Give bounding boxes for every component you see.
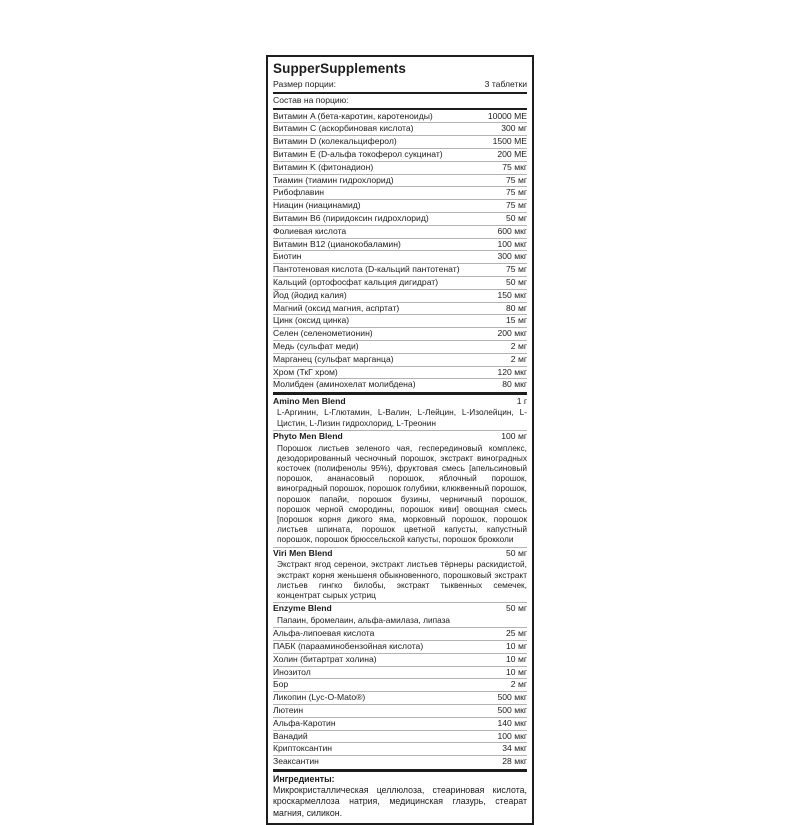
nutrient-amount: 10 мг bbox=[506, 666, 527, 677]
nutrient-amount: 300 мкг bbox=[497, 251, 527, 262]
nutrient-name: Витамин D (колекальциферол) bbox=[273, 136, 397, 147]
blend-amount: 50 мг bbox=[506, 603, 527, 614]
blend-description: Папаин, бромелаин, альфа-амилаза, липаза bbox=[277, 615, 451, 626]
nutrient-name: Инозитол bbox=[273, 666, 311, 677]
nutrient-name: Молибден (аминохелат молибдена) bbox=[273, 379, 416, 390]
nutrient-name: Криптоксантин bbox=[273, 743, 333, 754]
nutrient-name: ПАБК (парааминобензойная кислота) bbox=[273, 641, 424, 652]
nutrient-name: Холин (битартрат холина) bbox=[273, 653, 377, 664]
nutrient-row bbox=[273, 276, 527, 289]
nutrient-row bbox=[273, 366, 527, 379]
nutrient-amount: 2 мг bbox=[510, 679, 527, 690]
nutrient-row bbox=[273, 327, 527, 340]
blend-header-row bbox=[273, 603, 527, 615]
nutrient-name: Ниацин (ниацинамид) bbox=[273, 200, 361, 211]
blend-name: Phyto Men Blend bbox=[273, 430, 343, 441]
nutrient-amount: 500 мкг bbox=[497, 692, 527, 703]
blend-amount: 100 мг bbox=[501, 430, 527, 441]
composition-header: Состав на порцию: bbox=[273, 94, 349, 105]
nutrient-amount: 34 мкг bbox=[502, 743, 527, 754]
nutrient-row bbox=[273, 353, 527, 366]
ingredients-label: Ингредиенты: bbox=[273, 773, 335, 784]
blend-header-row bbox=[273, 431, 527, 443]
nutrient-name: Витамин A (бета-каротин, каротеноиды) bbox=[273, 110, 433, 121]
nutrient-amount: 15 мг bbox=[506, 315, 527, 326]
nutrient-amount: 500 мкг bbox=[497, 705, 527, 716]
thick-divider bbox=[273, 108, 527, 110]
nutrient-amount: 25 мг bbox=[506, 628, 527, 639]
nutrient-row bbox=[273, 755, 527, 768]
nutrient-name: Марганец (сульфат марганца) bbox=[273, 353, 394, 364]
nutrient-name: Тиамин (тиамин гидрохлорид) bbox=[273, 174, 394, 185]
nutrient-row bbox=[273, 250, 527, 263]
nutrient-row bbox=[273, 730, 527, 743]
nutrient-list bbox=[273, 111, 527, 392]
serving-size-value: 3 таблетки bbox=[484, 79, 527, 89]
nutrient-amount: 600 мкг bbox=[497, 225, 527, 236]
nutrient-name: Витамин B6 (пиридоксин гидрохлорид) bbox=[273, 212, 429, 223]
nutrient-amount: 2 мг bbox=[510, 340, 527, 351]
nutrient-row bbox=[273, 314, 527, 327]
blend-section bbox=[273, 547, 527, 603]
nutrient-row bbox=[273, 111, 527, 123]
brand-title: SupperSupplements bbox=[273, 61, 406, 76]
nutrient-amount: 200 мкг bbox=[497, 328, 527, 339]
ingredients-section bbox=[273, 773, 527, 819]
nutrient-amount: 150 мкг bbox=[497, 289, 527, 300]
nutrient-row bbox=[273, 704, 527, 717]
serving-size-label: Размер порции: bbox=[273, 79, 337, 89]
nutrient-row bbox=[273, 302, 527, 315]
nutrient-name: Цинк (оксид цинка) bbox=[273, 315, 350, 326]
nutrient-name: Витамин E (D-альфа токоферол сукцинат) bbox=[273, 148, 443, 159]
nutrient-row bbox=[273, 199, 527, 212]
nutrient-amount: 100 мкг bbox=[497, 730, 527, 741]
nutrient-amount: 2 мг bbox=[510, 353, 527, 364]
nutrient-row bbox=[273, 174, 527, 187]
nutrient-row bbox=[273, 628, 527, 640]
thick-divider bbox=[273, 92, 527, 94]
nutrient-name: Альфа-Каротин bbox=[273, 717, 336, 728]
nutrient-row bbox=[273, 161, 527, 174]
nutrient-amount: 10000 МЕ bbox=[487, 110, 527, 121]
serving-size-row bbox=[273, 79, 527, 91]
nutrient-name: Кальций (ортофосфат кальция дигидрат) bbox=[273, 276, 439, 287]
nutrient-amount: 28 мкг bbox=[502, 756, 527, 767]
thick-divider bbox=[273, 769, 527, 772]
nutrient-name: Медь (сульфат меди) bbox=[273, 340, 359, 351]
nutrient-amount: 75 мг bbox=[506, 200, 527, 211]
nutrient-row bbox=[273, 225, 527, 238]
nutrient-row bbox=[273, 678, 527, 691]
nutrient-row bbox=[273, 263, 527, 276]
nutrient-row bbox=[273, 717, 527, 730]
nutrient-row bbox=[273, 212, 527, 225]
nutrient-name: Зеаксантин bbox=[273, 756, 319, 767]
blend-description: Экстракт ягод серенои, экстракт листьев тёрнеры раскидистой, экстракт корня женьшеня обыкновенного, порошковый экстракт листьев гингко билобы, экстракт тыквенных семечек, концентрат сырых устриц bbox=[277, 559, 527, 601]
blend-section bbox=[273, 396, 527, 430]
nutrient-amount: 300 мг bbox=[501, 123, 527, 134]
nutrient-name: Витамин C (аскорбиновая кислота) bbox=[273, 123, 414, 134]
blend-description: Порошок листьев зеленого чая, гесперединовый комплекс, дезодорированный чесночный порошок, экстракт виноградных косточек (полифенолы 95%), фруктовая смесь [апельсиновый порошок, ананасовый порошок, яблочный порошок, виноградный порошок, порошок голубики, клюквенный порошок, порошок папайи, порошок бузины, черничный порошок, порошок черной смородины, порошок киви] овощная смесь [порошок корня дикого яма, морковный порошок, порошок листьев шпината, порошок цветной капусты, капустный порошок, порошок брюссельской капусты, порошок брокколи bbox=[277, 442, 527, 545]
nutrient-amount: 75 мг bbox=[506, 264, 527, 275]
nutrient-amount: 140 мкг bbox=[497, 717, 527, 728]
blend-name: Enzyme Blend bbox=[273, 603, 332, 614]
nutrient-row bbox=[273, 238, 527, 251]
nutrient-name: Фолиевая кислота bbox=[273, 225, 347, 236]
nutrient-name: Лютеин bbox=[273, 705, 304, 716]
nutrient-row bbox=[273, 742, 527, 755]
nutrient-row bbox=[273, 122, 527, 135]
nutrient-amount: 75 мкг bbox=[502, 161, 527, 172]
blend-amount: 50 мг bbox=[506, 547, 527, 558]
nutrient-amount: 80 мкг bbox=[502, 379, 527, 390]
nutrient-name: Хром (ТкГ хром) bbox=[273, 366, 338, 377]
nutrient-amount: 10 мг bbox=[506, 641, 527, 652]
blend-header-row bbox=[273, 548, 527, 560]
blend-header-row bbox=[273, 396, 527, 408]
nutrient-name: Рибофлавин bbox=[273, 187, 325, 198]
blend-list bbox=[273, 396, 527, 628]
nutrient-row bbox=[273, 691, 527, 704]
nutrient-row bbox=[273, 378, 527, 391]
nutrient-amount: 100 мкг bbox=[497, 238, 527, 249]
nutrient-row bbox=[273, 666, 527, 679]
nutrient-amount: 1500 МЕ bbox=[492, 136, 527, 147]
thick-divider bbox=[273, 392, 527, 395]
nutrient-name: Витамин K (фитонадион) bbox=[273, 161, 374, 172]
nutrient-amount: 80 мг bbox=[506, 302, 527, 313]
nutrient-name: Йод (йодид калия) bbox=[273, 289, 347, 300]
supplement-facts-panel bbox=[266, 55, 534, 825]
nutrient-amount: 120 мкг bbox=[497, 366, 527, 377]
nutrient-row bbox=[273, 186, 527, 199]
nutrient-row bbox=[273, 653, 527, 666]
blend-amount: 1 г bbox=[516, 395, 527, 406]
nutrient-amount: 75 мг bbox=[506, 187, 527, 198]
nutrient-name: Магний (оксид магния, аспртат) bbox=[273, 302, 400, 313]
nutrient-row bbox=[273, 289, 527, 302]
nutrient-name: Пантотеновая кислота (D-кальций пантотенат) bbox=[273, 264, 460, 275]
nutrient-row bbox=[273, 148, 527, 161]
nutrient-row bbox=[273, 340, 527, 353]
blend-section bbox=[273, 430, 527, 547]
nutrient-row bbox=[273, 640, 527, 653]
nutrient-name: Альфа-липоевая кислота bbox=[273, 628, 375, 639]
extra-nutrient-list bbox=[273, 627, 527, 768]
nutrient-amount: 10 мг bbox=[506, 653, 527, 664]
nutrient-name: Биотин bbox=[273, 251, 302, 262]
nutrient-name: Ликопин (Lyc-O-Mato®) bbox=[273, 692, 366, 703]
nutrient-amount: 50 мг bbox=[506, 276, 527, 287]
blend-name: Amino Men Blend bbox=[273, 395, 346, 406]
nutrient-row bbox=[273, 135, 527, 148]
blend-section bbox=[273, 602, 527, 627]
blend-description: L-Аргинин, L-Глютамин, L-Валин, L-Лейцин, L-Изолейцин, L-Цистин, L-Лизин гидрохлорид, L-Треонин bbox=[277, 407, 527, 428]
nutrient-name: Витамин B12 (цианокобаламин) bbox=[273, 238, 401, 249]
blend-name: Viri Men Blend bbox=[273, 547, 333, 558]
ingredients-text: Микрокристаллическая целлюлоза, стеариновая кислота, кроскармеллоза натрия, медицинская глазурь, стеарат магния, силикон. bbox=[273, 785, 527, 818]
nutrient-name: Бор bbox=[273, 679, 289, 690]
composition-header-row bbox=[273, 95, 527, 107]
nutrient-amount: 75 мг bbox=[506, 174, 527, 185]
nutrient-name: Селен (селенометионин) bbox=[273, 328, 373, 339]
nutrient-name: Ванадий bbox=[273, 730, 308, 741]
nutrient-amount: 50 мг bbox=[506, 212, 527, 223]
nutrient-amount: 200 МЕ bbox=[497, 148, 527, 159]
